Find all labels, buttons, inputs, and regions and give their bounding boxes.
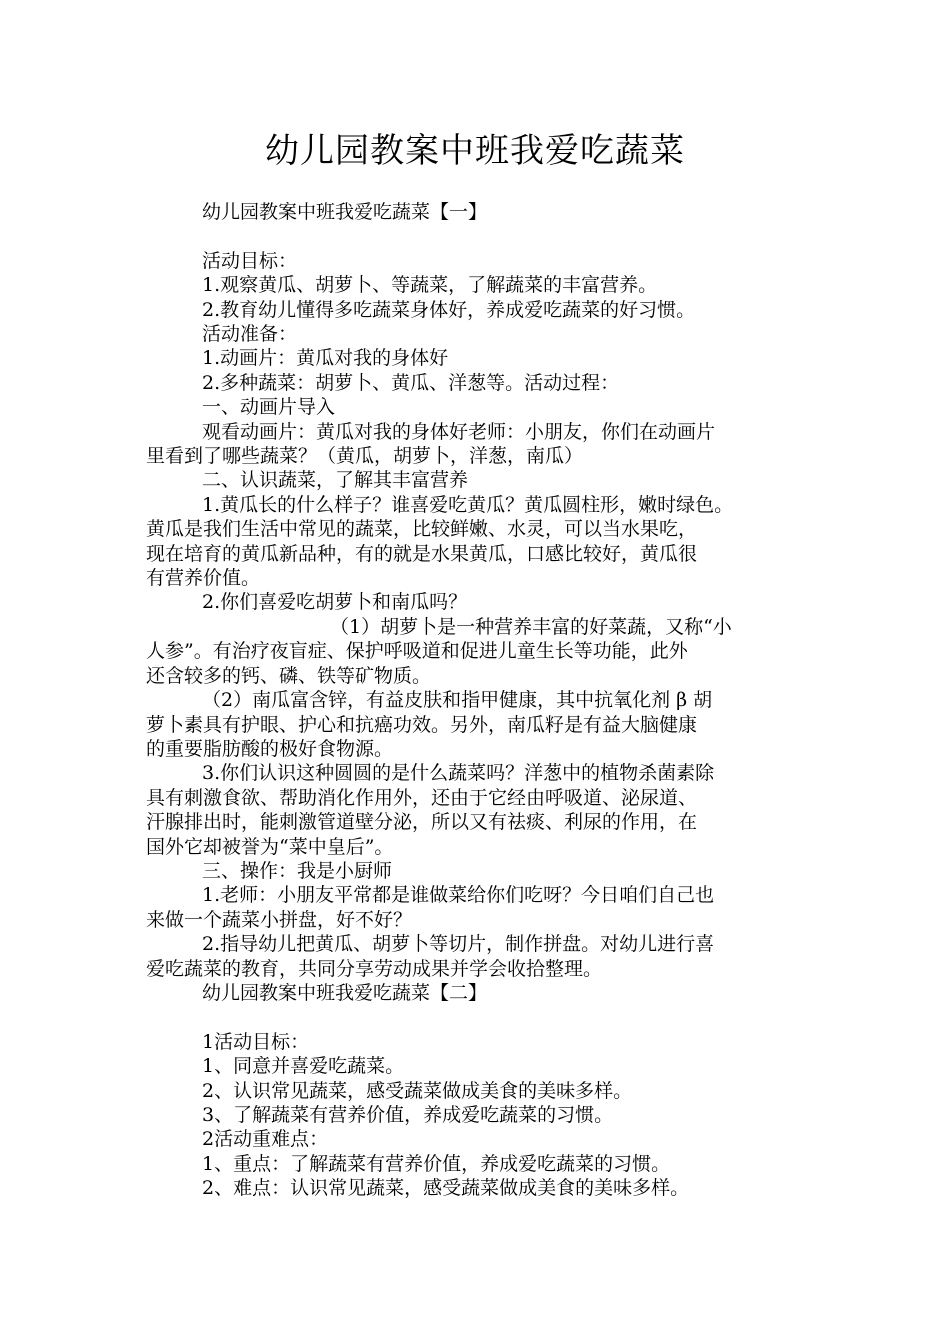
text-line: 还含较多的钙、磷、铁等矿物质。 — [146, 664, 432, 687]
text-line: 有营养价值。 — [146, 567, 261, 590]
text-line: 幼儿园教案中班我爱吃蔬菜【二】 — [202, 981, 488, 1004]
text-line: 一、动画片导入 — [202, 396, 336, 419]
text-line: 3、了解蔬菜有营养价值，养成爱吃蔬菜的习惯。 — [202, 1104, 614, 1126]
text-line: 2、认识常见蔬菜，感受蔬菜做成美食的美味多样。 — [202, 1079, 633, 1102]
document-title: 幼儿园教案中班我爱吃蔬菜 — [265, 131, 685, 171]
text-line: 里看到了哪些蔬菜？（黄瓜，胡萝卜，洋葱，南瓜） — [146, 445, 584, 468]
text-line: 3.你们认识这种圆圆的是什么蔬菜吗？洋葱中的植物杀菌素除 — [202, 762, 715, 785]
text-line: 国外它却被誉为“菜中皇后”。 — [146, 835, 394, 858]
text-line: 2.教育幼儿懂得多吃蔬菜身体好，养成爱吃蔬菜的好习惯。 — [202, 298, 696, 321]
text-line: 人参”。有治疗夜盲症、保护呼吸道和促进儿童生长等功能，此外 — [146, 640, 688, 663]
text-line: 活动准备： — [202, 323, 298, 346]
text-line: 1活动目标： — [202, 1030, 310, 1053]
text-line: 活动目标： — [202, 249, 298, 272]
text-line: 2.多种蔬菜：胡萝卜、黄瓜、洋葱等。活动过程： — [202, 371, 620, 394]
blank-line — [146, 224, 808, 248]
text-line: 2、难点：认识常见蔬菜，感受蔬菜做成美食的美味多样。 — [202, 1177, 690, 1200]
text-line: 1、重点：了解蔬菜有营养价值，养成爱吃蔬菜的习惯。 — [202, 1152, 671, 1175]
text-line: 爱吃蔬菜的教育，共同分享劳动成果并学会收拾整理。 — [146, 957, 603, 980]
blank-line — [146, 1005, 808, 1029]
text-line: 黄瓜是我们生活中常见的蔬菜，比较鲜嫩、水灵，可以当水果吃， — [146, 518, 698, 541]
text-line: 1.动画片：黄瓜对我的身体好 — [202, 347, 449, 370]
text-line: 1.老师：小朋友平常都是谁做菜给你们吃呀？今日咱们自己也 — [202, 884, 715, 907]
text-line: 来做一个蔬菜小拼盘，好不好？ — [146, 908, 413, 931]
text-line: （1）胡萝卜是一种营养丰富的好菜蔬，又称“小 — [330, 615, 732, 638]
text-line: 三、操作：我是小厨师 — [202, 859, 393, 882]
text-line: 萝卜素具有护眼、护心和抗癌功效。另外，南瓜籽是有益大脑健康 — [146, 713, 698, 736]
text-line: 2.指导幼儿把黄瓜、胡萝卜等切片，制作拼盘。对幼儿进行喜 — [202, 933, 715, 956]
text-line: 具有刺激食欲、帮助消化作用外，还由于它经由呼吸道、泌尿道、 — [146, 786, 698, 809]
text-line: 1.观察黄瓜、胡萝卜、等蔬菜，了解蔬菜的丰富营养。 — [202, 274, 658, 297]
text-line: 汗腺排出时，能刺激管道壁分泌，所以又有祛痰、利尿的作用，在 — [146, 811, 698, 834]
text-line: 现在培育的黄瓜新品种，有的就是水果黄瓜，口感比较好，黄瓜很 — [146, 542, 698, 565]
text-line: 2活动重难点： — [202, 1128, 329, 1151]
text-line: 1、同意并喜爱吃蔬菜。 — [202, 1055, 405, 1078]
text-line: 观看动画片：黄瓜对我的身体好老师：小朋友，你们在动画片 — [202, 420, 716, 443]
text-line: 幼儿园教案中班我爱吃蔬菜【一】 — [202, 201, 488, 223]
text-line: 二、认识蔬菜，了解其丰富营养 — [202, 469, 469, 492]
text-line: 1.黄瓜长的什么样子？谁喜爱吃黄瓜？黄瓜圆柱形，嫩时绿色。 — [202, 493, 734, 516]
text-line: 的重要脂肪酸的极好食物源。 — [146, 737, 394, 760]
text-line: 2.你们喜爱吃胡萝卜和南瓜吗？ — [202, 591, 468, 614]
document-body — [146, 200, 808, 1201]
text-line: （2）南瓜富含锌，有益皮肤和指甲健康，其中抗氧化剂 β 胡 — [202, 689, 713, 712]
